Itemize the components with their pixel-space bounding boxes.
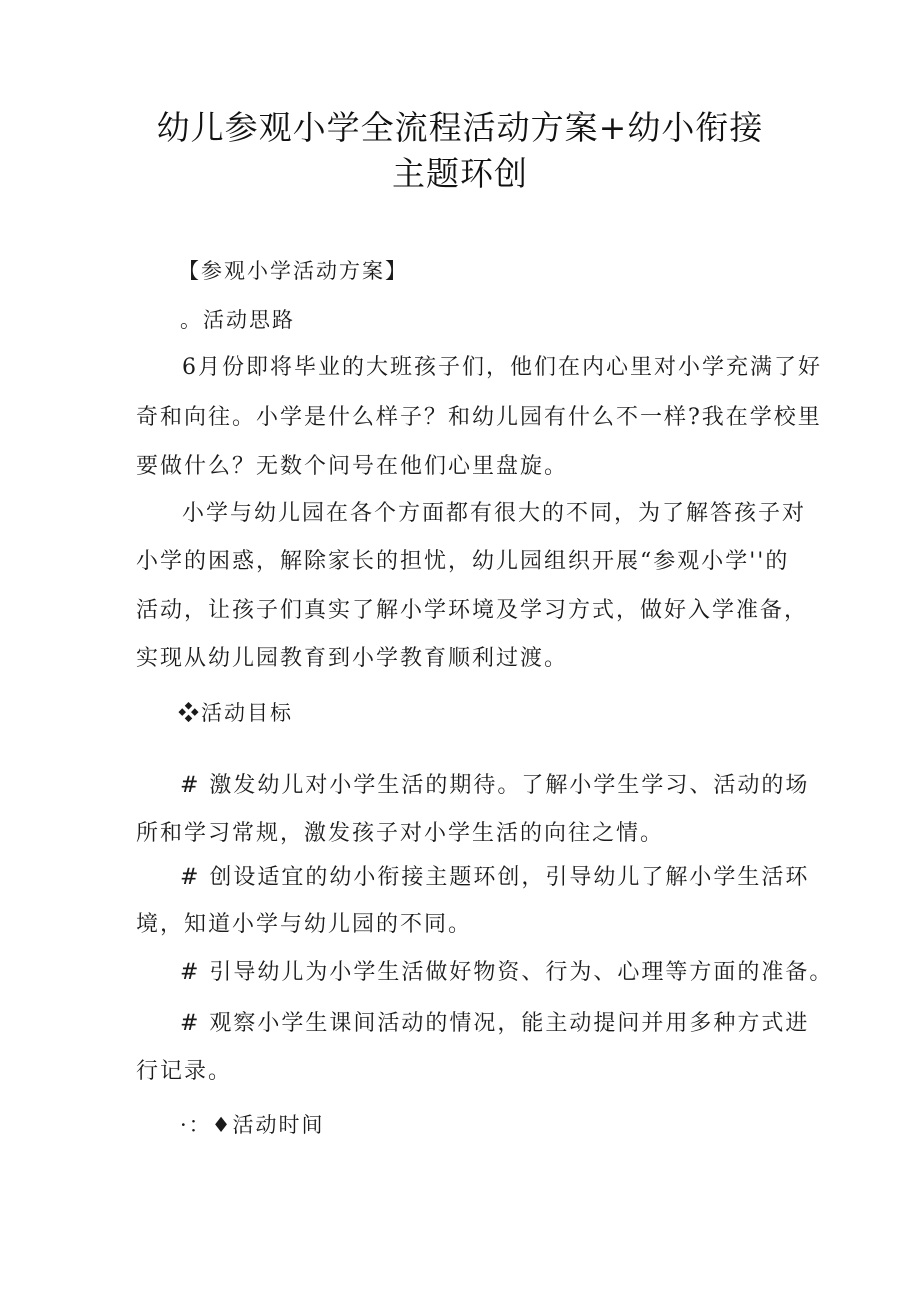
goal-item-line: # 创设适宜的幼小衔接主题环创，引导幼儿了解小学生活环: [180, 865, 810, 890]
goal-item-line: # 观察小学生课间活动的情况，能主动提问并用多种方式进: [180, 1011, 810, 1036]
paragraph-line: 小学与幼儿园在各个方面都有很大的不同，为了解答孩子对: [182, 501, 807, 526]
paragraph-line: 活动，让孩子们真实了解小学环境及学习方式，做好入学准备，: [136, 598, 809, 623]
document-title-line-2: 主题环创: [392, 154, 528, 193]
goal-item-line: # 激发幼儿对小学生活的期待。了解小学生学习、活动的场: [180, 773, 810, 798]
goal-item-line: # 引导幼儿为小学生活做好物资、行为、心理等方面的准备。: [180, 960, 834, 985]
paragraph-line: 小学的困惑，解除家长的担忧，幼儿园组织开展“参观小学''的: [136, 549, 790, 574]
goal-item-line: 所和学习常规，激发孩子对小学生活的向往之情。: [136, 821, 665, 846]
goal-item-line: 境，知道小学与幼儿园的不同。: [136, 912, 473, 937]
goal-item-line: 行记录。: [136, 1059, 233, 1084]
subheading-activity-time: ·：♦活动时间: [180, 1113, 325, 1137]
section-heading: 【参观小学活动方案】: [178, 259, 408, 283]
paragraph-line: 6月份即将毕业的大班孩子们，他们在内心里对小学充满了好: [182, 355, 822, 380]
paragraph-line: 奇和向往。小学是什么样子？和幼儿园有什么不一样?我在学校里: [136, 405, 822, 430]
paragraph-line: 实现从幼儿园教育到小学教育顺利过渡。: [136, 646, 569, 671]
document-title-line-1: 幼儿参观小学全流程活动方案+幼小衔接: [156, 108, 764, 147]
subheading-activity-goals: ❖活动目标: [178, 701, 293, 725]
paragraph-line: 要做什么？无数个问号在他们心里盘旋。: [136, 454, 569, 479]
subheading-activity-ideas: 。活动思路: [180, 308, 295, 332]
